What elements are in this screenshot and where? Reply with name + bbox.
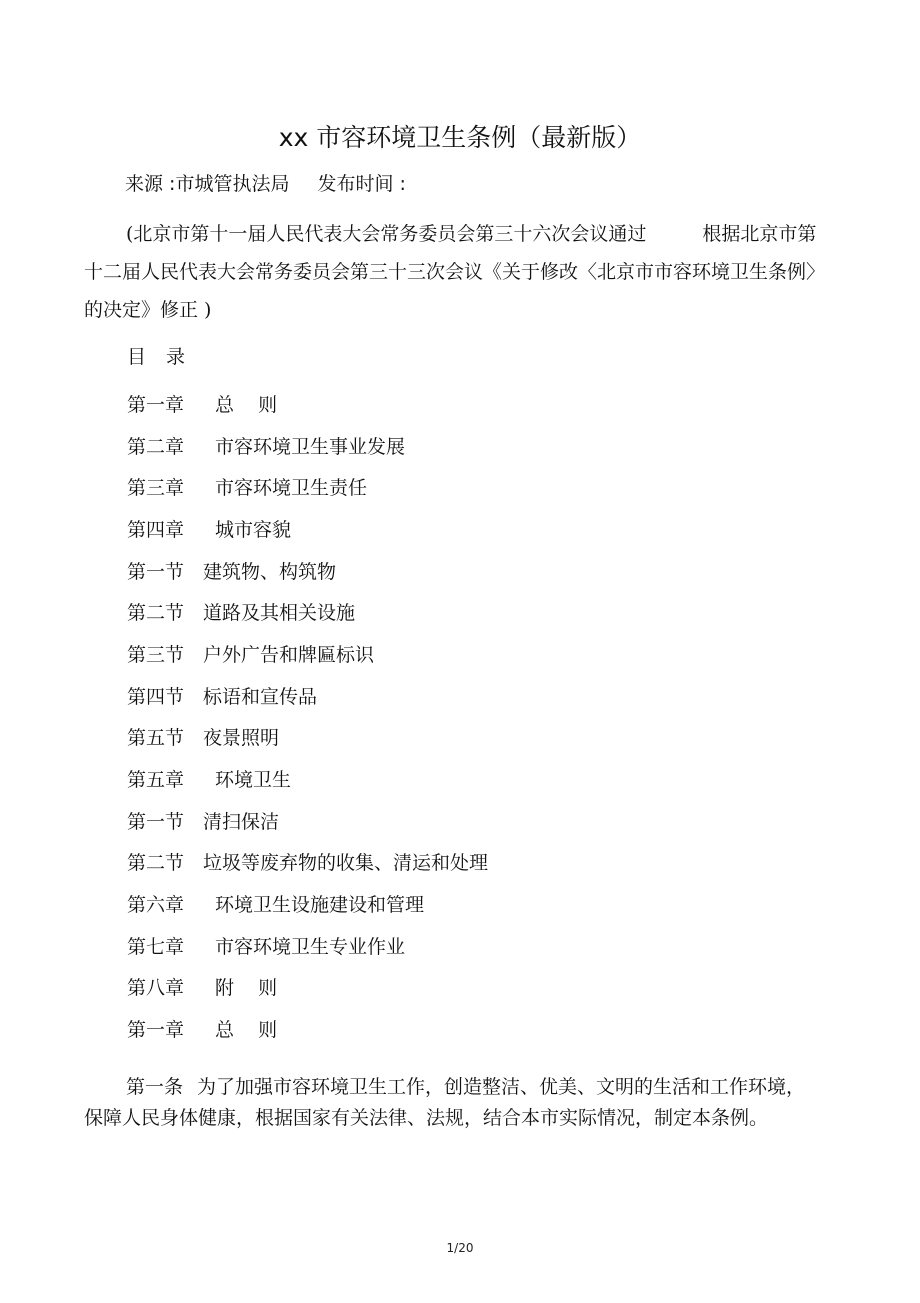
- toc-item-title: 市容环境卫生事业发展: [215, 435, 406, 458]
- toc-item-number: 第五章: [127, 768, 185, 791]
- toc-heading: 目 录: [127, 346, 186, 368]
- toc-item-title: 垃圾等废弃物的收集、清运和处理: [203, 852, 489, 875]
- toc-item-title: 清扫保洁: [203, 810, 280, 833]
- toc-item-number: 第三章: [127, 477, 185, 500]
- toc-item: [127, 677, 488, 719]
- article-number: 第一条: [126, 1076, 184, 1098]
- article-1: [84, 1072, 824, 1133]
- toc-item: [127, 593, 488, 635]
- toc-item-number: 第二节: [127, 602, 185, 625]
- toc-item: [127, 760, 488, 802]
- page-number: 1/20: [446, 1241, 474, 1255]
- article-text: 为了加强市容环境卫生工作，创造整洁、优美、文明的生活和工作环境，保障人民身体健康，根据国家有关法律、法规，结合本市实际情况，制定本条例。: [84, 1076, 806, 1129]
- toc-item: [127, 552, 488, 594]
- toc-item: [127, 427, 488, 469]
- source-line: [125, 169, 406, 196]
- toc-item-number: 第四章: [127, 518, 185, 541]
- toc-item-number: 第一章: [127, 1018, 185, 1041]
- toc-item: [127, 635, 488, 677]
- source-label: 来源 :市城管执法局: [125, 173, 290, 195]
- toc-item: [127, 385, 488, 427]
- toc-item-number: 第二节: [127, 852, 185, 875]
- toc-item-title: 标语和宣传品: [203, 685, 318, 708]
- toc-item: [127, 468, 488, 510]
- toc-item-number: 第七章: [127, 935, 185, 958]
- table-of-contents: [127, 385, 488, 1052]
- toc-item-number: 第二章: [127, 435, 185, 458]
- intro-part1: (北京市第十一届人民代表大会常务委员会第三十六次会议通过: [126, 223, 647, 245]
- toc-item: [127, 843, 488, 885]
- toc-item-title: 市容环境卫生责任: [215, 477, 368, 500]
- toc-item-title: 附 则: [215, 977, 278, 1000]
- toc-item-title: 环境卫生: [215, 768, 292, 791]
- publish-time-label: 发布时间 :: [317, 173, 406, 195]
- toc-item-number: 第一章: [127, 394, 185, 416]
- toc-item-title: 城市容貌: [215, 518, 292, 541]
- toc-item: [127, 927, 488, 969]
- toc-item-number: 第一节: [127, 810, 185, 833]
- toc-item: [127, 718, 488, 760]
- intro-part2: 根据北京市第十二届人民代表大会常务委员会第三十三次会议《关于修改〈北京市市容环境卫生条例〉的决定》修正 ): [84, 223, 817, 321]
- intro-paragraph: [84, 215, 824, 329]
- toc-item-title: 市容环境卫生专业作业: [215, 935, 406, 958]
- toc-item: [127, 885, 488, 927]
- toc-item: [127, 510, 488, 552]
- toc-item-number: 第四节: [127, 685, 185, 708]
- toc-item: [127, 1010, 488, 1052]
- toc-item-title: 夜景照明: [203, 727, 280, 750]
- toc-item-title: 道路及其相关设施: [203, 602, 356, 625]
- toc-item-title: 建筑物、构筑物: [203, 560, 337, 583]
- toc-item-title: 总 则: [215, 394, 278, 416]
- toc-item-number: 第三节: [127, 643, 185, 666]
- toc-item-title: 户外广告和牌匾标识: [203, 643, 375, 666]
- toc-item-title: 环境卫生设施建设和管理: [215, 893, 425, 916]
- toc-item-number: 第六章: [127, 893, 185, 916]
- document-title: xx 市容环境卫生条例（最新版）: [278, 123, 642, 152]
- toc-item-title: 总 则: [215, 1018, 278, 1041]
- toc-item: [127, 802, 488, 844]
- toc-item-number: 第一节: [127, 560, 185, 583]
- toc-item-number: 第五节: [127, 727, 185, 750]
- toc-item: [127, 968, 488, 1010]
- toc-item-number: 第八章: [127, 977, 185, 1000]
